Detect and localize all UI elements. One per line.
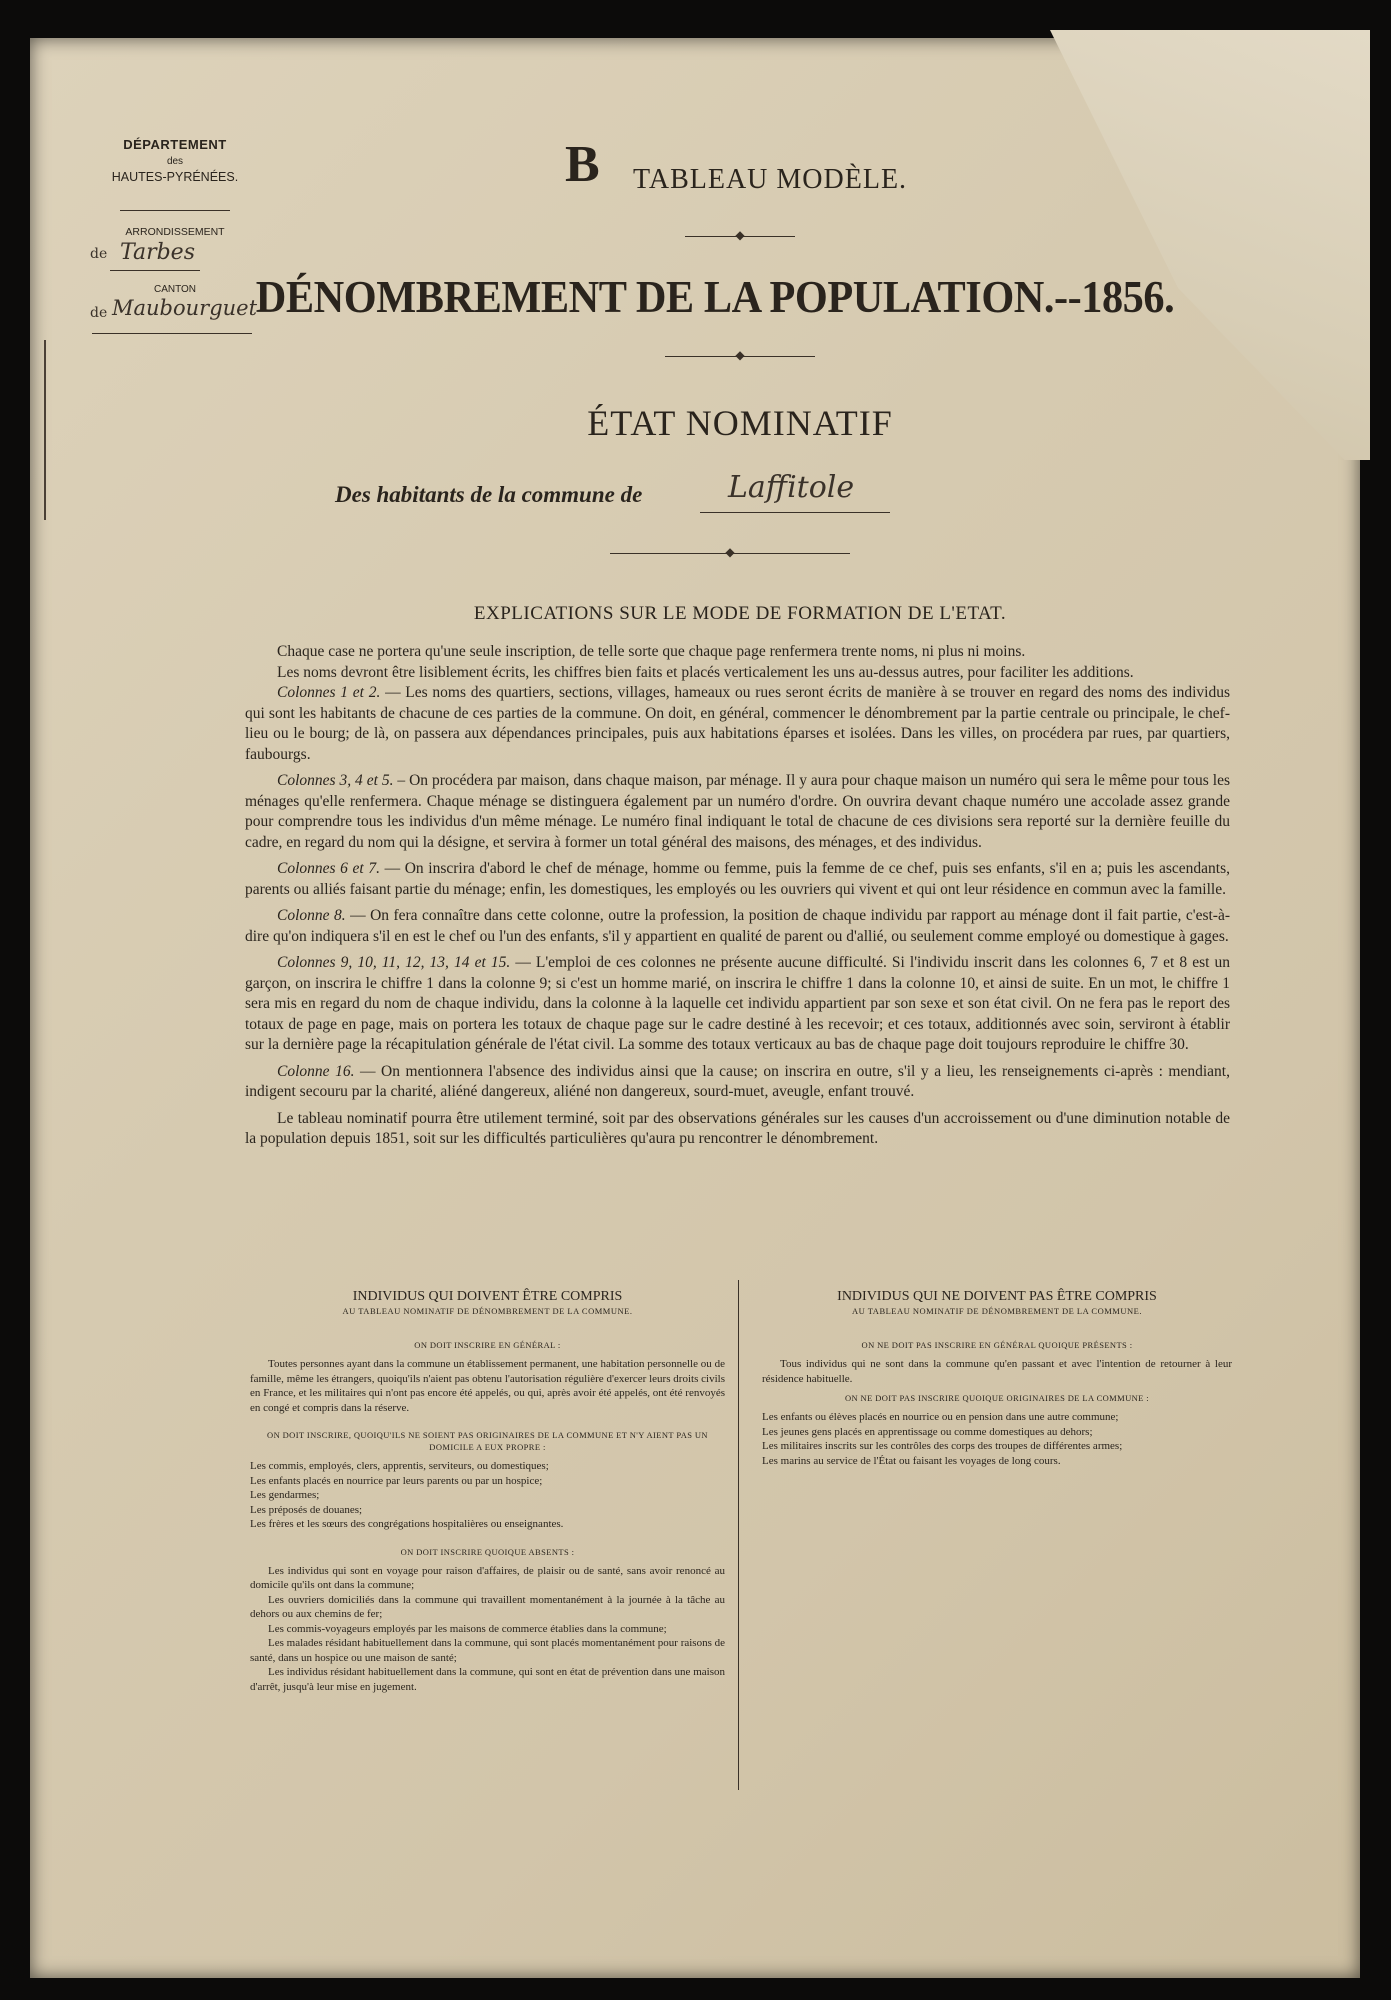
included-absent-item: Les individus qui sont en voyage pour raison d'affaires, de plaisir ou de santé, sans avoir renoncé au domicile qu'ils ont dans la commune; (250, 1564, 725, 1591)
excluded-list-item: Les militaires inscrits sur les contrôles des corps des troupes de différentes armes; (762, 1440, 1123, 1452)
arrondissement-label: ARRONDISSEMENT (125, 226, 225, 238)
excluded-column (762, 1288, 1232, 1468)
included-column (250, 1288, 725, 1694)
excluded-list-item: Les enfants ou élèves placés en nourrice ou en pension dans une autre commune; (762, 1411, 1119, 1423)
expl-paragraph-2: Les noms devront être lisiblement écrits, les chiffres bien faits et placés verticalement les uns au-dessus autres, pour faciliter les additions. (277, 663, 1134, 681)
left-box-divider (120, 210, 230, 211)
ornament-mid (665, 356, 815, 357)
explications-body (245, 642, 1230, 1150)
arrondissement-underline (110, 270, 200, 271)
included-heading-3: ON DOIT INSCRIRE QUOIQUE ABSENTS : (400, 1546, 575, 1557)
departement-box (80, 137, 270, 184)
arrondissement-name: Tarbes (120, 240, 195, 265)
explications-heading: EXPLICATIONS SUR LE MODE DE FORMATION DE L'ETAT. (473, 603, 1007, 624)
expl-text-4: – On procédera par maison, dans chaque maison, par ménage. Il y aura pour chaque maison un numéro qui sera le même pour tous les ménages qu'elle renfermera. Chaque ménage se distinguera également par un numéro d'ordre. On ouvrira devant chaque numéro une accolade assez grande pour comprendre tous les individus d'un même ménage. Le numéro final indiquant le total de chacune de ces divisions sera reporté sur la dernière feuille du cadre, en regard du nom qui la désigne, et servira à former un total général des maisons, des ménages, et des individus. (245, 772, 1230, 851)
included-absent-item: Les commis-voyageurs employés par les maisons de commerce établies dans la commune; (268, 1622, 667, 1635)
canton-de: de (90, 305, 108, 321)
excluded-list-item: Les jeunes gens placés en apprentissage ou comme domestiques au dehors; (762, 1425, 1093, 1438)
expl-label-8: Colonne 16. (277, 1062, 355, 1080)
expl-label-3: Colonnes 1 et 2. (277, 684, 381, 701)
des-label: des (166, 156, 184, 167)
column-divider (738, 1280, 739, 1790)
included-title: INDIVIDUS QUI DOIVENT ÊTRE COMPRIS (352, 1289, 623, 1304)
included-absent-item: Les malades résidant habituellement dans la commune, qui sont placés momentanément pour raisons de santé, dans un hospice ou une maison de santé; (250, 1637, 725, 1664)
included-list-item: Les commis, employés, clers, apprentis, serviteurs, ou domestiques; (250, 1460, 549, 1472)
expl-label-5: Colonnes 6 et 7. (277, 860, 380, 877)
included-text-1: Toutes personnes ayant dans la commune un établissement permanent, une habitation personnelle ou de famille, même les étrangers, quoiqu'ils n'aient pas obtenu l'autorisation régulière d'exercer leurs droits civils en France, et les militaires qui n'ont pas encore été appelés, ou qui, après avoir été appelés, ont été renvoyés en congé et compris dans la réserve. (250, 1358, 725, 1414)
included-absent-item: Les individus résidant habituellement dans la commune, qui sont en état de prévention dans une maison d'arrêt, jusqu'à leur mise en jugement. (250, 1666, 725, 1693)
expl-paragraph-6 (245, 906, 1230, 947)
expl-text-3: — Les noms des quartiers, sections, villages, hameaux ou rues seront écrits de manière à se trouver en regard des noms des individus qui sont les habitants de chacune de ces parties de la commune. On doit, en général, commencer le dénombrement par la partie centrale ou principale, le chef-lieu ou le bourg; de là, on passera aux dépendances principales, puis aux habitations éparses et isolées. Dans les villes, on procédera par rues, par quartiers, faubourgs. (245, 684, 1230, 763)
ornament-bottom (610, 553, 850, 554)
included-list-item: Les enfants placés en nourrice par leurs parents ou par un hospice; (250, 1474, 543, 1487)
arrondissement-de: de (90, 246, 108, 262)
included-list-item: Les gendarmes; (250, 1489, 320, 1501)
excluded-text-1: Tous individus qui ne sont dans la commune qu'en passant et avec l'intention de retourner à leur résidence habituelle. (762, 1358, 1232, 1385)
canton-name: Maubourguet (112, 296, 258, 320)
expl-paragraph-8 (245, 1062, 1230, 1103)
departement-name: HAUTES-PYRÉNÉES. (111, 170, 239, 184)
expl-paragraph-1: Chaque case ne portera qu'une seule inscription, de telle sorte que chaque page renfermera trente noms, ni plus ni moins. (277, 643, 1026, 660)
excluded-list-item: Les marins au service de l'État ou faisant les voyages de long cours. (762, 1454, 1061, 1467)
canton-underline (92, 333, 252, 334)
canton-label: CANTON (153, 284, 197, 295)
tableau-modele: TABLEAU MODÈLE. (633, 164, 908, 195)
expl-text-8: — On mentionnera l'absence des individus ainsi que la cause; on inscrira en outre, s'il y a lieu, les renseignements ci-après : mendiant, indigent secouru par la charité, aliéné dangereux, aliéné non dangereux, sourd-muet, aveugle, enfant trouvé. (245, 1062, 1230, 1100)
expl-label-7: Colonnes 9, 10, 11, 12, 13, 14 et 15. (277, 954, 511, 971)
commune-prefix: Des habitants de la commune de (335, 482, 643, 507)
form-letter: B (565, 136, 600, 193)
ornament-top (685, 236, 795, 237)
expl-paragraph-3 (245, 683, 1230, 765)
included-heading-1: ON DOIT INSCRIRE EN GÉNÉRAL : (414, 1340, 561, 1350)
included-absent-item: Les ouvriers domiciliés dans la commune qui travaillent momentanément à la journée à la tâche au dehors ou aux chemins de fer; (250, 1593, 725, 1620)
expl-paragraph-7 (245, 953, 1230, 1056)
expl-label-6: Colonne 8. (277, 907, 346, 924)
excluded-heading-1: ON NE DOIT PAS INSCRIRE EN GÉNÉRAL QUOIQUE PRÉSENTS : (861, 1340, 1133, 1350)
expl-paragraph-9: Le tableau nominatif pourra être utilement terminé, soit par des observations générales sur les causes d'un accroissement ou d'une diminution notable de la population depuis 1851, soit sur les difficultés particulières qu'aura pu rencontrer le dénombrement. (245, 1109, 1230, 1147)
departement-label: DÉPARTEMENT (123, 137, 227, 152)
expl-paragraph-4 (245, 771, 1230, 853)
excluded-subtitle: AU TABLEAU NOMINATIF DE DÉNOMBREMENT DE LA COMMUNE. (852, 1306, 1142, 1316)
included-list-item: Les préposés de douanes; (250, 1503, 363, 1516)
etat-nominatif: ÉTAT NOMINATIF (587, 403, 893, 443)
main-title: DÉNOMBREMENT DE LA POPULATION.--1856. (255, 271, 1175, 322)
expl-paragraph-5 (245, 859, 1230, 900)
commune-underline (700, 512, 890, 513)
commune-name: Laffitole (728, 470, 855, 505)
expl-text-7: — L'emploi de ces colonnes ne présente aucune difficulté. Si l'individu inscrit dans les colonnes 6, 7 et 8 est un garçon, on inscrira le chiffre 1 dans la colonne 9; si c'est un homme marié, on inscrira le chiffre 1 dans la colonne 10, et ainsi de suite. En un mot, le chiffre 1 sera mis en regard du nom de chaque individu, dans la colonne à la laquelle cet individu appartient par son sexe et son état civil. On ne fera pas le report des totaux de page en page, mais on portera les totaux de chaque page sur le cadre destiné à les recevoir; et ces totaux, additionnés avec soin, serviront à établir sur la dernière page la récapitulation générale de l'état civil. La somme des totaux verticaux au bas de chaque page doit toujours reproduire le chiffre 30. (245, 954, 1230, 1053)
excluded-heading-2: ON NE DOIT PAS INSCRIRE QUOIQUE ORIGINAIRES DE LA COMMUNE : (844, 1393, 1150, 1403)
excluded-title: INDIVIDUS QUI NE DOIVENT PAS ÊTRE COMPRIS (837, 1289, 1157, 1304)
expl-text-6: — On fera connaître dans cette colonne, outre la profession, la position de chaque individu par rapport au ménage dont il fait partie, c'est-à-dire qu'on indiquera s'il en est le chef ou l'un des enfants, s'il y appartient en qualité de parent ou d'allié, ou seulement comme employé ou domestique à gages. (245, 907, 1230, 945)
expl-label-4: Colonnes 3, 4 et 5. (277, 772, 394, 789)
included-heading-2: ON DOIT INSCRIRE, QUOIQU'ILS NE SOIENT PAS ORIGINAIRES DE LA COMMUNE ET N'Y AIENT PAS UN DOMICILE A EUX PROPRE : (267, 1430, 708, 1452)
expl-text-5: — On inscrira d'abord le chef de ménage, homme ou femme, puis la femme de ce chef, puis ses enfants, s'il en a; puis les ascendants, parents ou alliés faisant partie du ménage; enfin, les domestiques, les employés ou les ouvriers qui vivent et qui ont leur résidence en commun avec la famille. (245, 860, 1230, 898)
left-margin-line (44, 340, 46, 520)
included-list-item: Les frères et les sœurs des congrégations hospitalières ou enseignantes. (250, 1518, 564, 1530)
included-subtitle: AU TABLEAU NOMINATIF DE DÉNOMBREMENT DE LA COMMUNE. (342, 1306, 633, 1316)
